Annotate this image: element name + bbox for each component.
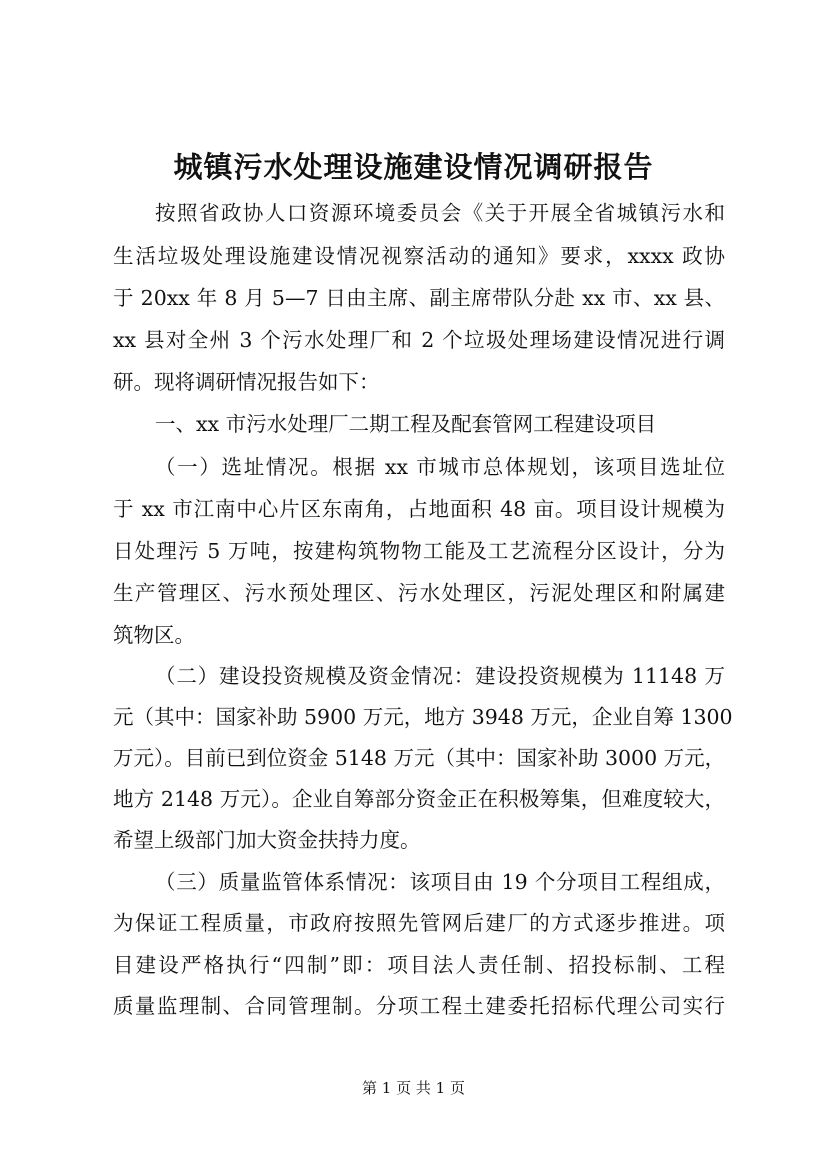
paragraph-line: 地方 2148 万元）。企业自筹部分资金正在积极筹集，但难度较大， — [113, 787, 725, 811]
paragraph-line: 目建设严格执行“四制”即：项目法人责任制、招投标制、工程 — [113, 953, 725, 977]
paragraph-line: 于 xx 市江南中心片区东南角，占地面积 48 亩。项目设计规模为 — [113, 497, 725, 521]
paragraph-line: 万元）。目前已到位资金 5148 万元（其中：国家补助 3000 万元， — [113, 746, 726, 770]
paragraph-line: xx 县对全州 3 个污水处理厂和 2 个垃圾处理场建设情况进行调 — [113, 328, 725, 352]
paragraph-line: （一）选址情况。根据 xx 市城市总体规划，该项目选址位 — [155, 455, 725, 479]
paragraph-line: 按照省政协人口资源环境委员会《关于开展全省城镇污水和 — [155, 201, 725, 225]
paragraph-line: 生活垃圾处理设施建设情况视察活动的通知》要求，xxxx 政协 — [113, 244, 725, 268]
page-number-footer: 第 1 页 共 1 页 — [362, 1079, 465, 1097]
paragraph-line: 筑物区。 — [113, 623, 195, 647]
paragraph-line: 生产管理区、污水预处理区、污水处理区，污泥处理区和附属建 — [113, 581, 725, 605]
section-heading: 一、xx 市污水处理厂二期工程及配套管网工程建设项目 — [155, 412, 657, 436]
paragraph-line: 元（其中：国家补助 5900 万元，地方 3948 万元，企业自筹 1300 — [113, 705, 733, 729]
paragraph-line: （三）质量监管体系情况：该项目由 19 个分项目工程组成， — [155, 870, 725, 894]
paragraph-line: 日处理污 5 万吨，按建构筑物物工能及工艺流程分区设计，分为 — [113, 539, 725, 563]
paragraph-line: 研。现将调研情况报告如下： — [113, 370, 380, 394]
document-title: 城镇污水处理设施建设情况调研报告 — [173, 150, 654, 184]
paragraph-line: 为保证工程质量，市政府按照先管网后建厂的方式逐步推进。项 — [113, 911, 725, 935]
paragraph-line: 于 20xx 年 8 月 5—7 日由主席、副主席带队分赴 xx 市、xx 县、 — [113, 286, 725, 310]
paragraph-line: （二）建设投资规模及资金情况：建设投资规模为 11148 万 — [155, 664, 725, 688]
paragraph-line: 质量监理制、合同管理制。分项工程土建委托招标代理公司实行 — [113, 994, 725, 1018]
paragraph-line: 希望上级部门加大资金扶持力度。 — [113, 828, 421, 852]
